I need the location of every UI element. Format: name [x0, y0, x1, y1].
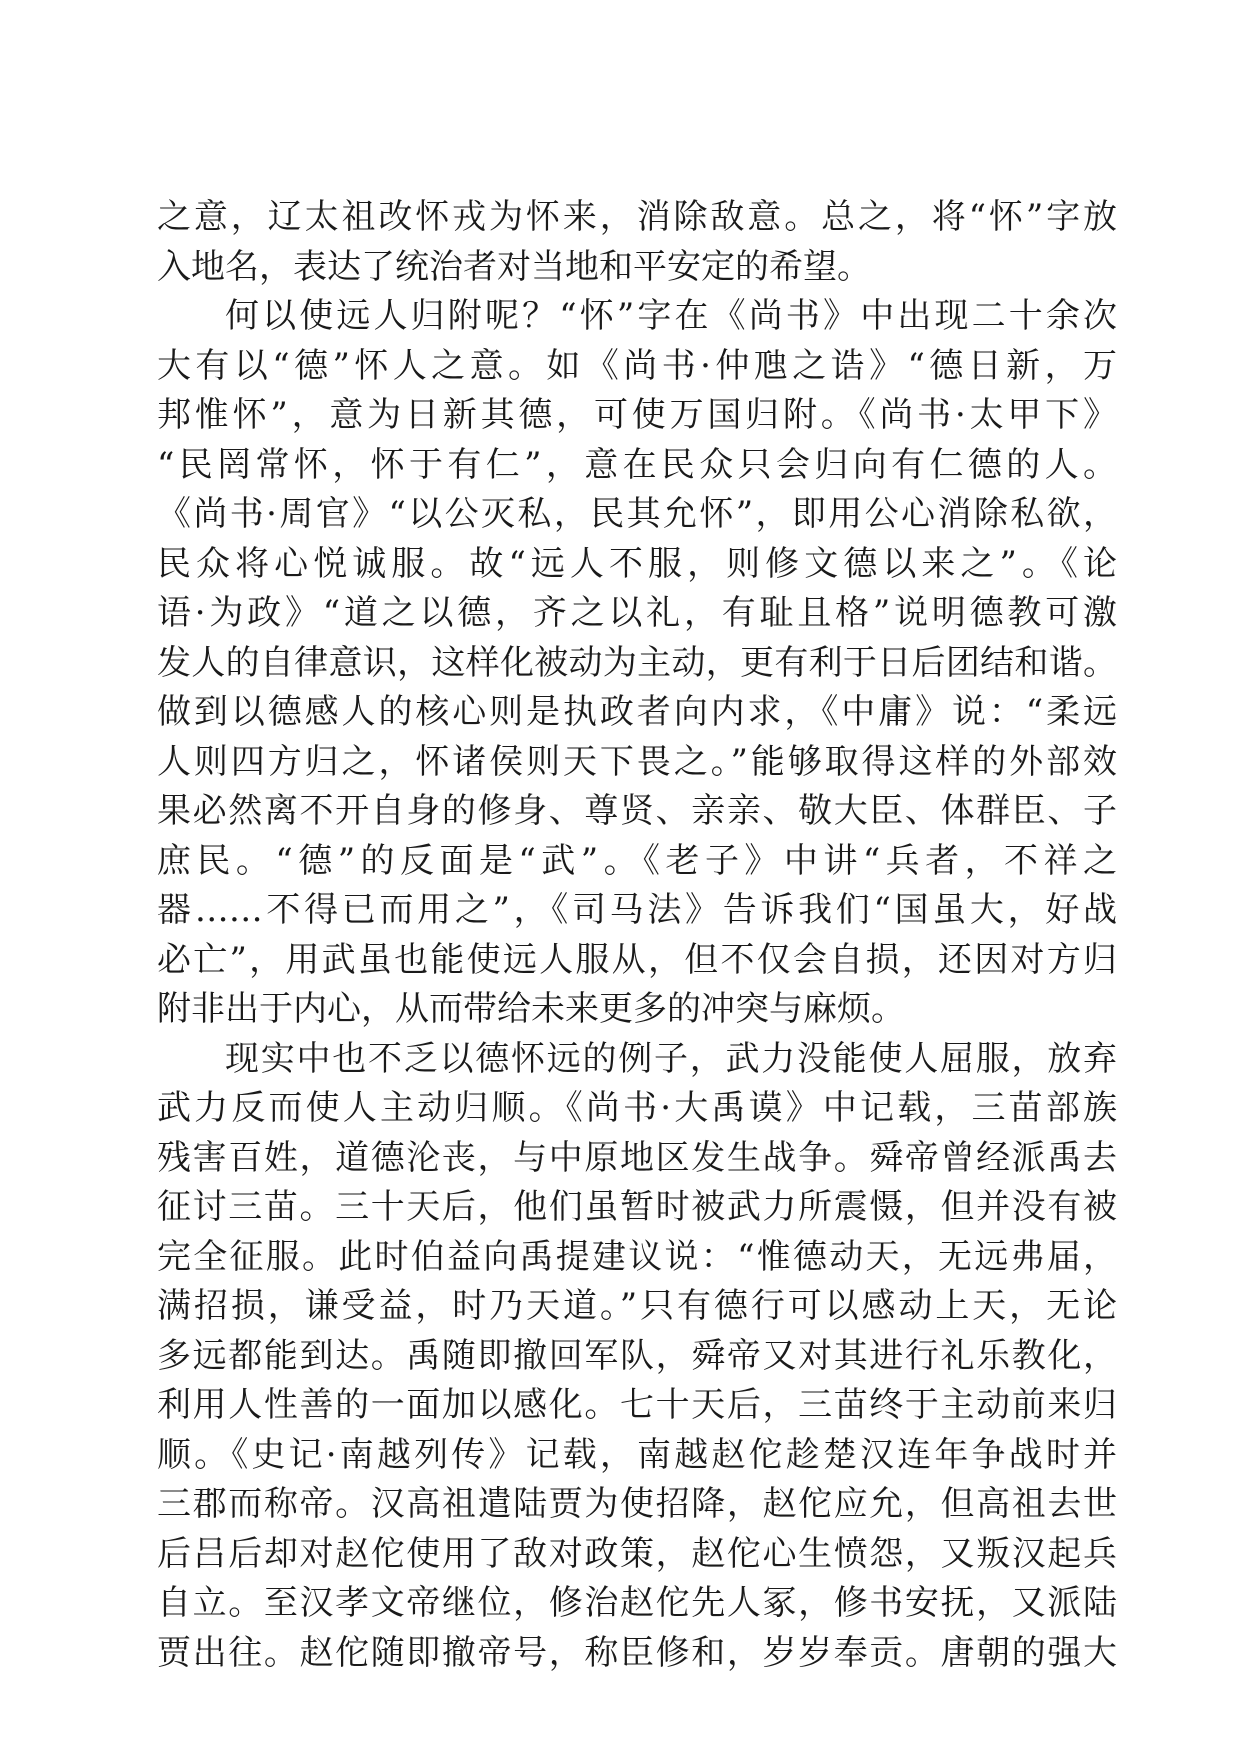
body-text: [157, 193, 1117, 1678]
text-line: 器……不得已而用之”，《司马法》告诉我们“国虽大，好战: [157, 890, 1117, 930]
text-line: 庶民。“德”的反面是“武”。《老子》中讲“兵者，不祥之: [157, 840, 1117, 881]
text-line: 大有以“德”怀人之意。如《尚书·仲虺之诰》“德日新，万: [157, 345, 1117, 386]
text-line: 发人的自律意识，这样化被动为主动，更有利于日后团结和谐。: [157, 642, 1117, 683]
text-line: 邦惟怀”，意为日新其德，可使万国归附。《尚书·太甲下》: [157, 395, 1117, 435]
text-line: 语·为政》“道之以德，齐之以礼，有耻且格”说明德教可激: [157, 593, 1117, 633]
text-line: 完全征服。此时伯益向禹提建议说：“惟德动天，无远弗届，: [157, 1236, 1117, 1277]
text-line: 必亡”，用武虽也能使远人服从，但不仅会自损，还因对方归: [157, 939, 1117, 980]
text-line: 《尚书·周官》“以公灭私，民其允怀”，即用公心消除私欲，: [157, 494, 1117, 534]
text-line: 人则四方归之，怀诸侯则天下畏之。”能够取得这样的外部效: [157, 741, 1117, 782]
text-line: 现实中也不乏以德怀远的例子，武力没能使人屈服，放弃: [225, 1038, 1117, 1079]
text-line: 残害百姓，道德沦丧，与中原地区发生战争。舜帝曾经派禹去: [157, 1137, 1117, 1178]
text-line: 顺。《史记·南越列传》记载，南越赵佗趁楚汉连年争战时并: [157, 1434, 1117, 1475]
text-line: 多远都能到达。禹随即撤回军队，舜帝又对其进行礼乐教化，: [157, 1335, 1117, 1376]
text-line: 三郡而称帝。汉高祖遣陆贾为使招降，赵佗应允，但高祖去世: [157, 1484, 1117, 1524]
text-line: 果必然离不开自身的修身、尊贤、亲亲、敬大臣、体群臣、子: [157, 791, 1117, 831]
text-line: 入地名，表达了统治者对当地和平安定的希望。: [157, 246, 871, 287]
text-line: 武力反而使人主动归顺。《尚书·大禹谟》中记载，三苗部族: [157, 1088, 1117, 1128]
text-line: 征讨三苗。三十天后，他们虽暂时被武力所震慑，但并没有被: [157, 1187, 1117, 1227]
text-line: 做到以德感人的核心则是执政者向内求，《中庸》说：“柔远: [157, 692, 1117, 732]
text-line: 民众将心悦诚服。故“远人不服，则修文德以来之”。《论: [157, 543, 1117, 584]
paragraph: [157, 193, 1117, 292]
paragraph: [157, 292, 1117, 1035]
text-line: 满招损，谦受益，时乃天道。”只有德行可以感动上天，无论: [157, 1286, 1117, 1326]
text-line: 自立。至汉孝文帝继位，修治赵佗先人冢，修书安抚，又派陆: [157, 1583, 1117, 1623]
text-line: 之意，辽太祖改怀戎为怀来，消除敌意。总之，将“怀”字放: [157, 197, 1117, 237]
text-line: 后吕后却对赵佗使用了敌对政策，赵佗心生愤怨，又叛汉起兵: [157, 1533, 1117, 1574]
text-line: “民罔常怀，怀于有仁”，意在民众只会归向有仁德的人。: [157, 444, 1117, 485]
text-line: 附非出于内心，从而带给未来更多的冲突与麻烦。: [157, 989, 905, 1029]
paragraph: [157, 1035, 1117, 1679]
text-line: 利用人性善的一面加以感化。七十天后，三苗终于主动前来归: [157, 1385, 1117, 1425]
text-line: 何以使远人归附呢？“怀”字在《尚书》中出现二十余次: [225, 296, 1117, 336]
text-line: 贾出往。赵佗随即撤帝号，称臣修和，岁岁奉贡。唐朝的强大: [157, 1632, 1117, 1673]
